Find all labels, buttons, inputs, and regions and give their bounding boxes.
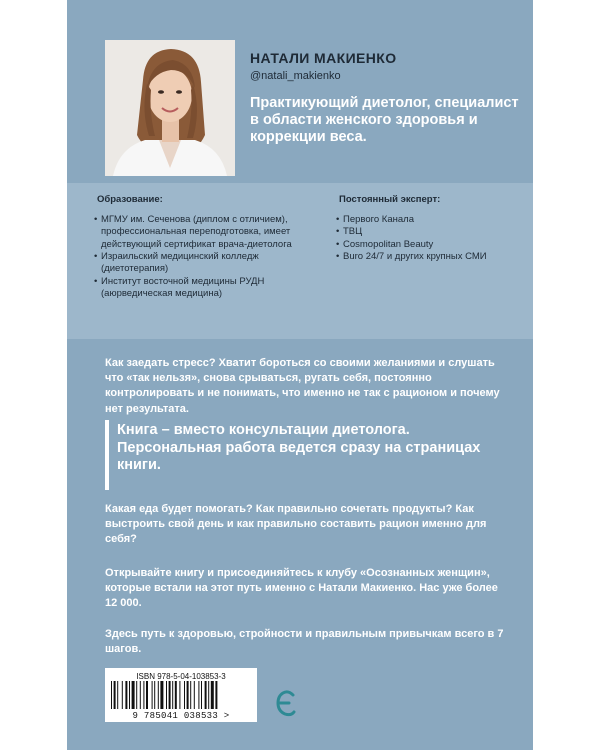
barcode-bar (146, 681, 148, 709)
expert-item: • Buro 24/7 и других крупных СМИ (339, 251, 519, 263)
club-paragraph: Открывайте книгу и присоединяйтесь к клубу «Осознанных женщин», которые встали на этот путь именно с Натали Макиенко. Нас уже более 12 000. (105, 567, 498, 610)
barcode-bar (169, 681, 171, 709)
expert-title: Постоянный эксперт: (339, 194, 441, 205)
barcode-bar (140, 681, 141, 709)
author-tagline: Практикующий диетолог, специалист в области женского здоровья и коррекции веса. (250, 95, 519, 145)
barcode-digits: 9 785041 038533 > (132, 711, 230, 721)
barcode-bar (154, 681, 155, 709)
barcode-bar (117, 681, 118, 709)
barcode-bar (143, 681, 144, 709)
barcode-bar (111, 681, 112, 709)
barcode-bar (205, 681, 207, 709)
barcode-bar (184, 681, 185, 709)
education-list (97, 214, 322, 300)
publisher-logo-icon (275, 688, 297, 718)
author-handle: @natali_makienko (250, 70, 341, 82)
barcode-bar (211, 681, 214, 709)
education-item: • МГМУ им. Сеченова (диплом с отличием), профессиональная переподготовка, имеет действующий сертификат врача-диетолога (97, 214, 322, 251)
closing-paragraph: Здесь путь к здоровью, стройности и правильным привычкам всего в 7 шагов. (105, 628, 504, 656)
barcode-bar (215, 681, 217, 709)
barcode-bar (158, 681, 159, 709)
isbn-label: ISBN 978-5-04-103853-3 (136, 672, 226, 681)
barcode-bar (136, 681, 137, 709)
barcode-bar (122, 681, 123, 709)
expert-list (339, 214, 519, 263)
book-back-cover (67, 0, 533, 750)
barcode-bar (187, 681, 189, 709)
barcode-bar (114, 681, 116, 709)
education-title: Образование: (97, 194, 163, 205)
expert-item: • ТВЦ (339, 226, 519, 238)
barcode-bar (179, 681, 180, 709)
barcode-bars (111, 681, 251, 711)
barcode-bar (166, 681, 167, 709)
barcode-bar (129, 681, 130, 709)
credentials-band (67, 183, 533, 339)
education-item: • Израильский медицинский колледж (диетотерапия) (97, 251, 322, 276)
barcode-bar (194, 681, 195, 709)
barcode-bar (198, 681, 199, 709)
intro-paragraph: Как заедать стресс? Хватит бороться со своими желаниями и слушать что «так нельзя», снова срываться, ругать себя, постоянно контролировать и не понимать, что именно не так с рационом и почему нет результата. (105, 357, 500, 415)
expert-item: • Первого Канала (339, 214, 519, 226)
barcode-bar (201, 681, 202, 709)
expert-item: • Cosmopolitan Beauty (339, 239, 519, 251)
author-name: НАТАЛИ МАКИЕНКО (250, 50, 397, 66)
barcode (105, 668, 257, 722)
education-item: • Институт восточной медицины РУДН (аюрведическая медицина) (97, 276, 322, 301)
barcode-bar (175, 681, 177, 709)
barcode-bar (208, 681, 209, 709)
barcode-bar (152, 681, 153, 709)
barcode-bar (160, 681, 163, 709)
pull-quote: Книга – вместо консультации диетолога. Персональная работа ведется сразу на страницах книги. (117, 422, 481, 474)
questions-paragraph: Какая еда будет помогать? Как правильно сочетать продукты? Как выстроить свой день и как правильно составить рацион именно для себя? (105, 503, 487, 546)
barcode-bar (190, 681, 191, 709)
barcode-bar (132, 681, 135, 709)
quote-bar (105, 420, 109, 490)
author-portrait (105, 40, 235, 176)
barcode-bar (172, 681, 173, 709)
barcode-bar (125, 681, 127, 709)
